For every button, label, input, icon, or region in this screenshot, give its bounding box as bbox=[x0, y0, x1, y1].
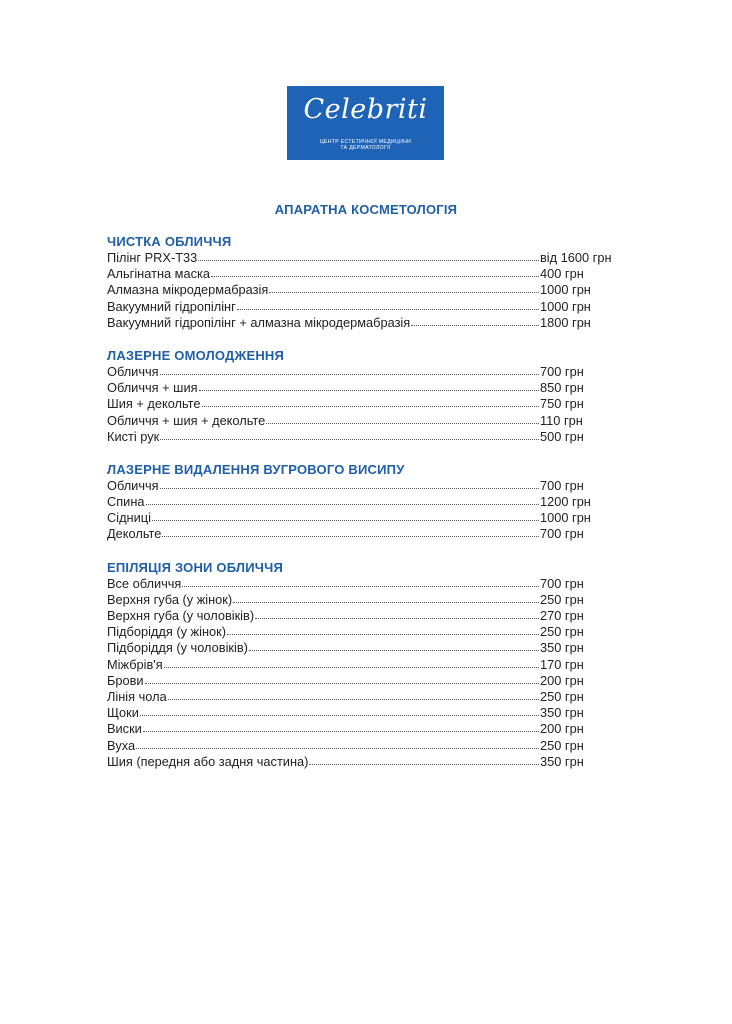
service-name: Міжбрів'я bbox=[107, 656, 163, 672]
service-price: від 1600 грн bbox=[540, 250, 612, 265]
service-name: Верхня губа (у жінок) bbox=[107, 591, 233, 607]
price-section bbox=[107, 559, 627, 770]
dot-leader bbox=[255, 617, 539, 619]
service-price: 250 грн bbox=[540, 591, 584, 607]
service-price: 250 грн bbox=[540, 737, 584, 753]
service-name: Верхня губа (у чоловіків) bbox=[107, 608, 255, 623]
service-name: Алмазна мікродермабразія bbox=[107, 282, 269, 298]
dot-leader bbox=[227, 633, 539, 635]
brand-logo bbox=[287, 86, 444, 160]
service-name: Обличчя bbox=[107, 363, 159, 379]
service-name: Вакуумний гідропілінг bbox=[107, 298, 236, 314]
service-name: Брови bbox=[107, 672, 144, 688]
service-price: 1000 грн bbox=[540, 510, 591, 526]
dot-leader bbox=[211, 275, 539, 277]
section-title: ЧИСТКА ОБЛИЧЧЯ bbox=[107, 234, 232, 249]
service-price: 1000 грн bbox=[540, 282, 591, 298]
service-name: Виски bbox=[107, 721, 142, 737]
price-row bbox=[107, 624, 627, 640]
service-name: Шия + декольте bbox=[107, 396, 201, 412]
service-price: 1800 грн bbox=[540, 314, 591, 330]
service-name: Щоки bbox=[107, 705, 139, 721]
price-row bbox=[107, 429, 627, 445]
section-title: ЛАЗЕРНЕ ВИДАЛЕННЯ ВУГРОВОГО ВИСИПУ bbox=[107, 461, 405, 477]
price-section bbox=[107, 461, 627, 543]
price-list bbox=[107, 233, 627, 786]
dot-leader bbox=[160, 373, 539, 375]
price-row bbox=[107, 576, 627, 592]
logo-brand-name: Celebriti bbox=[303, 94, 428, 125]
service-price: 350 грн bbox=[540, 705, 584, 721]
service-price: 200 грн bbox=[540, 721, 584, 737]
dot-leader bbox=[249, 649, 539, 651]
section-title: ЛАЗЕРНЕ ОМОЛОДЖЕННЯ bbox=[107, 347, 285, 363]
dot-leader bbox=[202, 405, 539, 407]
price-row bbox=[107, 705, 627, 721]
dot-leader bbox=[152, 519, 539, 521]
price-row bbox=[107, 592, 627, 608]
service-price: 110 грн bbox=[540, 412, 583, 428]
service-name: Підборіддя (у чоловіків) bbox=[107, 640, 248, 656]
dot-leader bbox=[143, 730, 539, 732]
section-title: ЕПІЛЯЦІЯ ЗОНИ ОБЛИЧЧЯ bbox=[107, 559, 283, 575]
service-name: Лінія чола bbox=[107, 688, 167, 704]
service-name: Обличчя + шия + декольте bbox=[107, 412, 266, 428]
price-row bbox=[107, 510, 627, 526]
service-name: Альгінатна маска bbox=[107, 266, 210, 282]
service-name: Пілінг PRX-T33 bbox=[107, 250, 198, 265]
logo-tagline-line1: ЦЕНТР ЕСТЕТИЧНОЇ МЕДИЦИНИ bbox=[319, 139, 412, 145]
service-name: Сідниці bbox=[107, 510, 151, 526]
price-row bbox=[107, 380, 627, 396]
dot-leader bbox=[198, 259, 539, 261]
service-name: Декольте bbox=[107, 526, 162, 542]
service-price: 350 грн bbox=[540, 640, 584, 656]
dot-leader bbox=[136, 747, 539, 749]
dot-leader bbox=[140, 714, 539, 716]
dot-leader bbox=[266, 422, 539, 424]
service-name: Все обличчя bbox=[107, 575, 182, 591]
service-name: Спина bbox=[107, 494, 145, 510]
price-row bbox=[107, 250, 627, 266]
service-price: 350 грн bbox=[540, 753, 584, 769]
price-row bbox=[107, 673, 627, 689]
price-row bbox=[107, 299, 627, 315]
price-row bbox=[107, 608, 627, 624]
logo-tagline-line2: ТА ДЕРМАТОЛОГІЇ bbox=[340, 145, 391, 151]
price-row bbox=[107, 315, 627, 331]
price-row bbox=[107, 494, 627, 510]
service-price: 850 грн bbox=[540, 380, 584, 396]
service-price: 250 грн bbox=[540, 624, 584, 640]
service-name: Кисті рук bbox=[107, 428, 160, 444]
dot-leader bbox=[182, 585, 539, 587]
price-row bbox=[107, 689, 627, 705]
price-row bbox=[107, 738, 627, 754]
price-row bbox=[107, 721, 627, 737]
service-name: Обличчя bbox=[107, 477, 159, 493]
service-name: Обличчя + шия bbox=[107, 380, 198, 396]
page-title: АПАРАТНА КОСМЕТОЛОГІЯ bbox=[274, 202, 458, 217]
service-name: Вуха bbox=[107, 737, 136, 753]
price-row bbox=[107, 526, 627, 542]
price-row bbox=[107, 266, 627, 282]
dot-leader bbox=[145, 682, 539, 684]
dot-leader bbox=[168, 698, 539, 700]
logo-tagline bbox=[287, 139, 444, 151]
service-price: 750 грн bbox=[540, 396, 584, 412]
dot-leader bbox=[269, 291, 539, 293]
price-row bbox=[107, 282, 627, 298]
service-price: 500 грн bbox=[540, 428, 584, 444]
service-price: 250 грн bbox=[540, 688, 584, 704]
price-section bbox=[107, 233, 627, 331]
service-price: 700 грн bbox=[540, 477, 584, 493]
dot-leader bbox=[160, 438, 539, 440]
dot-leader bbox=[233, 601, 539, 603]
dot-leader bbox=[160, 487, 539, 489]
price-row bbox=[107, 364, 627, 380]
service-price: 1200 грн bbox=[540, 494, 591, 510]
dot-leader bbox=[146, 503, 539, 505]
service-price: 1000 грн bbox=[540, 298, 591, 314]
service-name: Шия (передня або задня частина) bbox=[107, 753, 309, 769]
service-price: 700 грн bbox=[540, 526, 584, 542]
service-name: Підборіддя (у жінок) bbox=[107, 624, 226, 640]
service-price: 400 грн bbox=[540, 266, 584, 282]
service-price: 200 грн bbox=[540, 672, 584, 688]
price-row bbox=[107, 640, 627, 656]
dot-leader bbox=[237, 308, 539, 310]
price-section bbox=[107, 347, 627, 445]
service-price: 700 грн bbox=[540, 575, 584, 591]
dot-leader bbox=[164, 666, 539, 668]
service-price: 270 грн bbox=[540, 608, 584, 623]
service-price: 170 грн bbox=[540, 656, 584, 672]
price-row bbox=[107, 657, 627, 673]
dot-leader bbox=[309, 763, 539, 765]
dot-leader bbox=[162, 535, 539, 537]
service-price: 700 грн bbox=[540, 363, 584, 379]
price-row bbox=[107, 754, 627, 770]
price-row bbox=[107, 396, 627, 412]
service-name: Вакуумний гідропілінг + алмазна мікродермабразія bbox=[107, 314, 411, 330]
price-row bbox=[107, 478, 627, 494]
dot-leader bbox=[411, 324, 539, 326]
dot-leader bbox=[199, 389, 539, 391]
price-row bbox=[107, 413, 627, 429]
